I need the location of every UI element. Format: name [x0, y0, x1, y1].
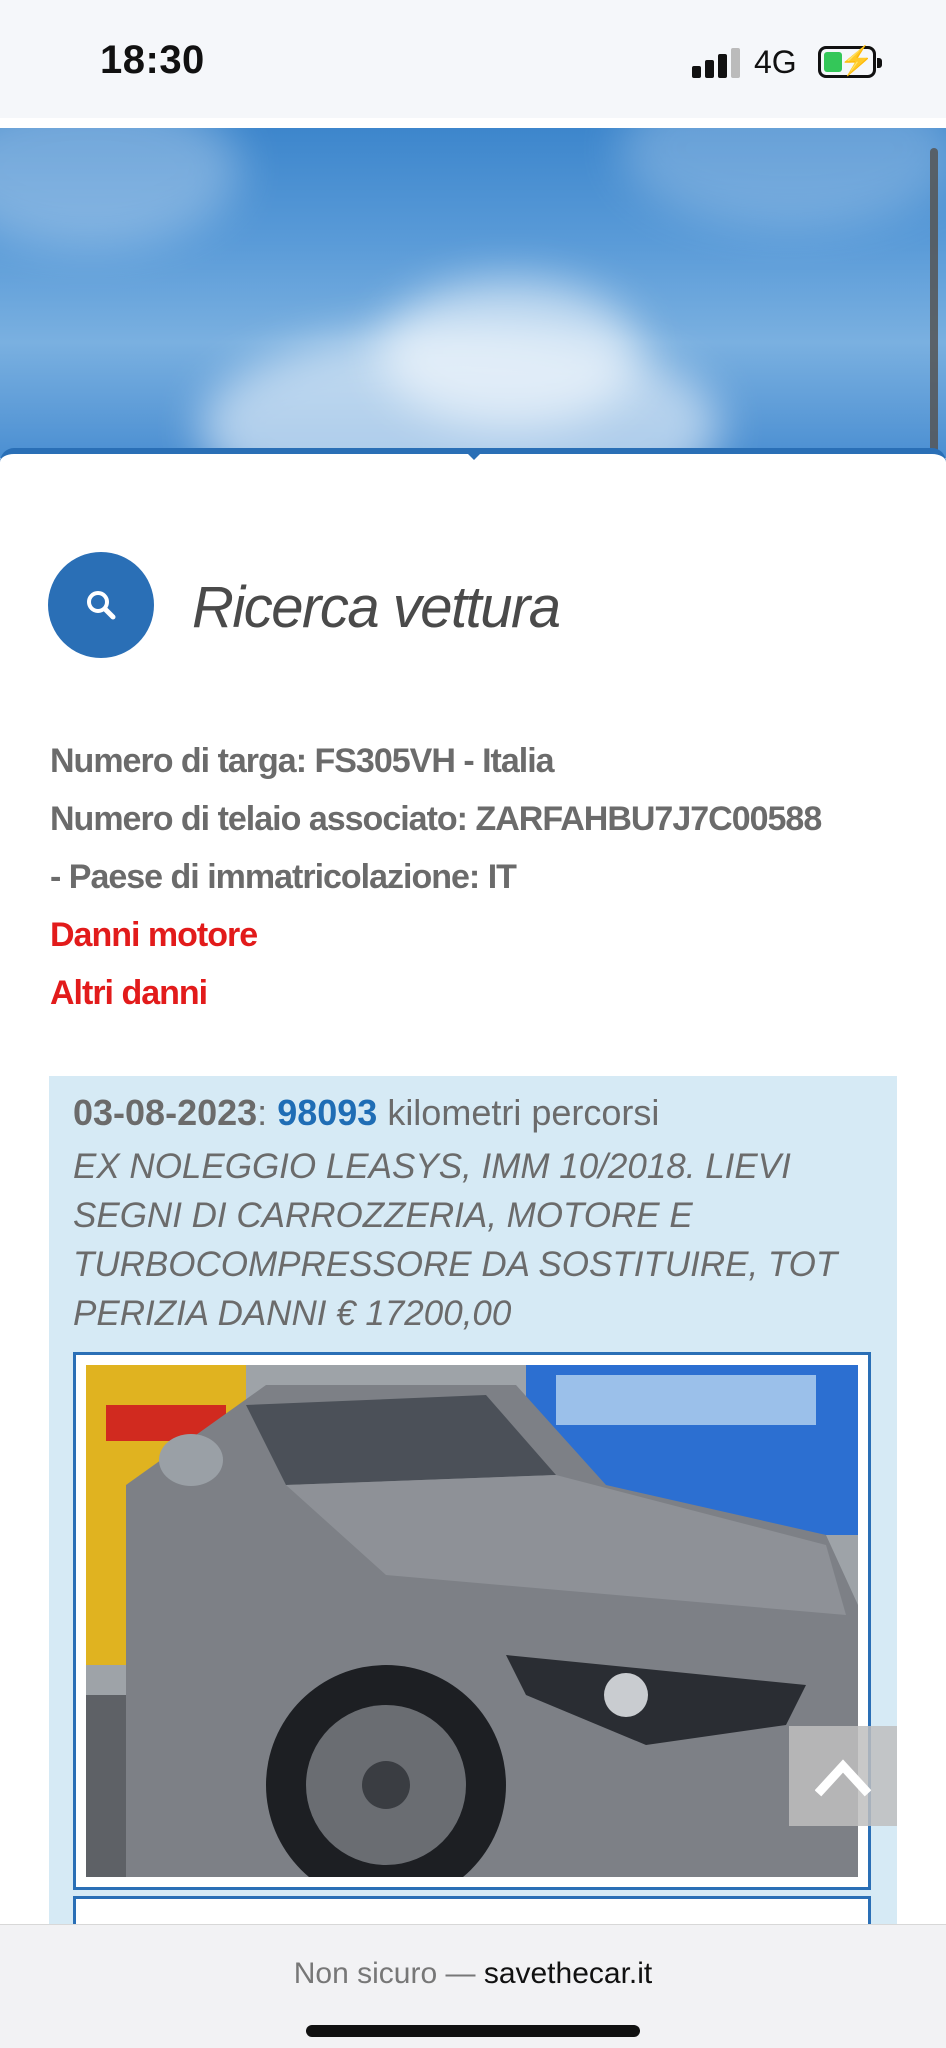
listing-header	[73, 1092, 659, 1134]
page-title: Ricerca vettura	[192, 575, 560, 640]
vin-number: Numero di telaio associato: ZARFAHBU7J7C00588	[50, 800, 822, 838]
listing-km-label: kilometri percorsi	[387, 1092, 660, 1133]
network-type: 4G	[754, 44, 797, 80]
status-bar	[0, 0, 946, 118]
listing-km-value: 98093	[277, 1092, 378, 1133]
address-text[interactable]	[0, 1957, 946, 1991]
browser-address-bar[interactable]	[0, 1924, 946, 2048]
car-photo-frame[interactable]	[73, 1352, 871, 1890]
chevron-up-icon	[815, 1752, 871, 1800]
scroll-to-top-button[interactable]	[789, 1726, 897, 1826]
damage-other-label: Altri danni	[50, 974, 208, 1012]
battery-charging-icon: ⚡	[818, 46, 876, 78]
listing-description: EX NOLEGGIO LEASYS, IMM 10/2018. LIEVI SEGNI DI CARROZZERIA, MOTORE E TURBOCOMPRESSORE DA SOSTITUIRE, TOT PERIZIA DANNI € 17200,00	[73, 1147, 838, 1333]
registration-country: - Paese di immatricolazione: IT	[50, 858, 516, 896]
damage-engine-label: Danni motore	[50, 916, 258, 954]
plate-number: Numero di targa: FS305VH - Italia	[50, 742, 554, 780]
signal-bars-icon	[692, 48, 740, 78]
header-sky-image	[0, 128, 946, 458]
card-notch	[462, 448, 486, 460]
car-photo-illustration	[86, 1365, 858, 1877]
listing-entry	[49, 1076, 897, 1936]
home-indicator[interactable]	[306, 2025, 640, 2037]
address-domain: savethecar.it	[483, 1957, 653, 1990]
car-photo[interactable]	[86, 1365, 858, 1877]
search-icon	[48, 552, 154, 658]
page-scrollbar[interactable]	[930, 148, 938, 498]
listing-separator: :	[257, 1092, 268, 1133]
status-time: 18:30	[100, 38, 205, 82]
security-label: Non sicuro —	[293, 1957, 476, 1990]
listing-date: 03-08-2023	[73, 1092, 258, 1133]
